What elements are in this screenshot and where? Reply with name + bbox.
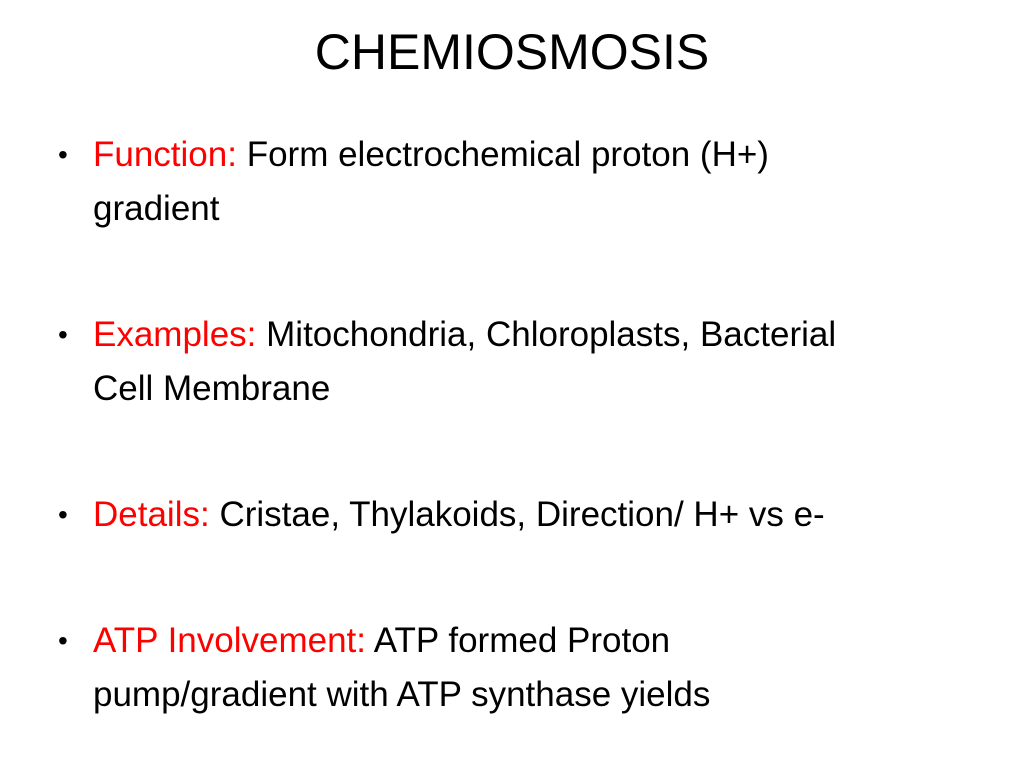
bullet-details [58, 488, 878, 542]
bullet-examples [58, 308, 878, 416]
bullet-function [58, 128, 878, 236]
bullet-text-examples: Mitochondria, Chloroplasts, Bacterial Cell Membrane [93, 315, 837, 408]
bullet-icon: • [58, 139, 68, 170]
slide-title: CHEMIOSMOSIS [314, 24, 710, 80]
bullet-text-function: Form electrochemical proton (H+) gradient [93, 135, 769, 228]
bullet-icon: • [58, 499, 68, 530]
bullet-label-atp-involvement: ATP Involvement: [93, 621, 366, 660]
bullet-label-details: Details: [93, 495, 210, 534]
bullet-label-function: Function: [93, 135, 237, 174]
bullet-text-details: Cristae, Thylakoids, Direction/ H+ vs e- [219, 495, 825, 534]
bullet-text-atp-involvement: ATP formed Proton pump/gradient with ATP synthase yields [93, 621, 711, 714]
bullet-icon: • [58, 319, 68, 350]
bullet-atp-involvement [58, 614, 878, 722]
bullet-list [58, 128, 878, 768]
bullet-label-examples: Examples: [93, 315, 257, 354]
bullet-icon: • [58, 625, 68, 656]
